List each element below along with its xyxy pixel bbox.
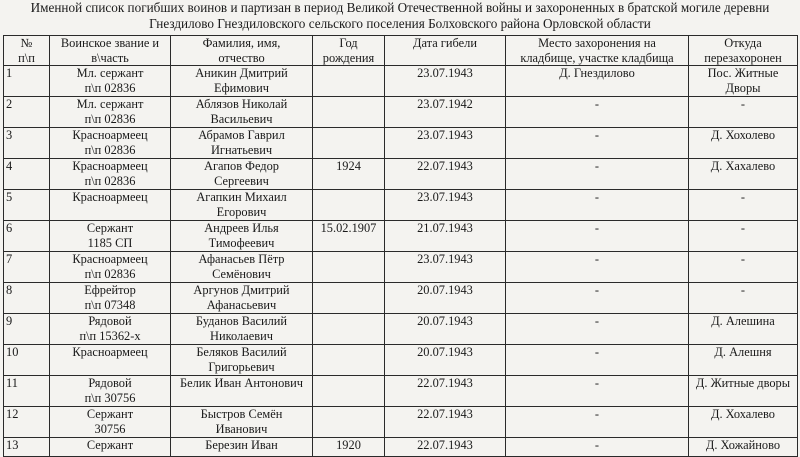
cell-birth-year: 15.02.1907 (313, 221, 385, 252)
cell-rank-unit: Мл. сержант п\п 02836 (50, 97, 171, 128)
cell-rank-unit: Красноармеец п\п 02836 (50, 159, 171, 190)
cell-death-date: 23.07.1943 (385, 66, 506, 97)
cell-death-date: 22.07.1943 (385, 407, 506, 438)
cell-birth-year: 1924 (313, 159, 385, 190)
cell-rank-unit: Сержант (50, 438, 171, 457)
cell-burial-place: - (506, 376, 689, 407)
cell-number: 12 (4, 407, 50, 438)
cell-number: 8 (4, 283, 50, 314)
header-burial-place: Место захоронения на кладбище, участке кладбища (506, 36, 689, 66)
cell-rank-unit: Ефрейтор п\п 07348 (50, 283, 171, 314)
cell-death-date: 23.07.1943 (385, 190, 506, 221)
table-row (4, 345, 798, 376)
cell-burial-place: - (506, 407, 689, 438)
table-row (4, 376, 798, 407)
cell-reburied-from: - (689, 283, 798, 314)
table-row (4, 66, 798, 97)
cell-death-date: 21.07.1943 (385, 221, 506, 252)
header-rank-unit: Воинское звание и в\часть (50, 36, 171, 66)
cell-burial-place: Д. Гнездилово (506, 66, 689, 97)
cell-birth-year (313, 66, 385, 97)
cell-birth-year (313, 376, 385, 407)
cell-reburied-from: - (689, 252, 798, 283)
cell-full-name: Афанасьев Пётр Семёнович (171, 252, 313, 283)
cell-reburied-from: Д. Житные дворы (689, 376, 798, 407)
cell-death-date: 23.07.1943 (385, 128, 506, 159)
cell-reburied-from: Пос. Житные Дворы (689, 66, 798, 97)
cell-death-date: 20.07.1943 (385, 283, 506, 314)
table-row (4, 159, 798, 190)
cell-full-name: Аргунов Дмитрий Афанасьевич (171, 283, 313, 314)
cell-full-name: Буданов Василий Николаевич (171, 314, 313, 345)
table-row (4, 190, 798, 221)
cell-full-name: Агапов Федор Сергеевич (171, 159, 313, 190)
cell-birth-year (313, 128, 385, 159)
cell-full-name: Беляков Василий Григорьевич (171, 345, 313, 376)
title-line-1: Именной список погибших воинов и партизан в период Великой Отечественной войны и захороненных в братской могиле деревни (30, 0, 770, 15)
cell-full-name: Белик Иван Антонович (171, 376, 313, 407)
cell-birth-year (313, 97, 385, 128)
table-body (4, 66, 798, 457)
cell-birth-year (313, 190, 385, 221)
cell-birth-year: 1920 (313, 438, 385, 457)
cell-full-name: Андреев Илья Тимофеевич (171, 221, 313, 252)
cell-death-date: 22.07.1943 (385, 438, 506, 457)
cell-burial-place: - (506, 314, 689, 345)
cell-number: 13 (4, 438, 50, 457)
cell-reburied-from: Д. Алешина (689, 314, 798, 345)
header-birth-year: Год рождения (313, 36, 385, 66)
title-line-2: Гнездилово Гнездиловского сельского поселения Болховского района Орловской области (149, 16, 651, 31)
cell-death-date: 22.07.1943 (385, 159, 506, 190)
cell-death-date: 20.07.1943 (385, 345, 506, 376)
cell-full-name: Абрамов Гаврил Игнатьевич (171, 128, 313, 159)
header-death-date: Дата гибели (385, 36, 506, 66)
cell-reburied-from: Д. Хохалево (689, 407, 798, 438)
cell-number: 4 (4, 159, 50, 190)
cell-burial-place: - (506, 190, 689, 221)
cell-burial-place: - (506, 438, 689, 457)
cell-rank-unit: Красноармеец (50, 345, 171, 376)
cell-full-name: Аникин Дмитрий Ефимович (171, 66, 313, 97)
cell-rank-unit: Красноармеец (50, 190, 171, 221)
cell-rank-unit: Сержант 30756 (50, 407, 171, 438)
cell-burial-place: - (506, 159, 689, 190)
cell-birth-year (313, 252, 385, 283)
cell-burial-place: - (506, 128, 689, 159)
cell-full-name: Агапкин Михаил Егорович (171, 190, 313, 221)
cell-reburied-from: Д. Хохолево (689, 128, 798, 159)
cell-reburied-from: Д. Хожайново (689, 438, 798, 457)
header-number: № п\п (4, 36, 50, 66)
table-row (4, 97, 798, 128)
table-row (4, 407, 798, 438)
cell-number: 10 (4, 345, 50, 376)
cell-rank-unit: Рядовой п\п 30756 (50, 376, 171, 407)
cell-rank-unit: Рядовой п\п 15362-х (50, 314, 171, 345)
table-row (4, 128, 798, 159)
cell-birth-year (313, 314, 385, 345)
header-reburied-from: Откуда перезахоронен (689, 36, 798, 66)
cell-death-date: 23.07.1942 (385, 97, 506, 128)
cell-rank-unit: Сержант 1185 СП (50, 221, 171, 252)
burial-list-table (3, 35, 798, 457)
cell-reburied-from: - (689, 97, 798, 128)
cell-birth-year (313, 283, 385, 314)
cell-death-date: 22.07.1943 (385, 376, 506, 407)
cell-death-date: 23.07.1943 (385, 252, 506, 283)
cell-burial-place: - (506, 97, 689, 128)
header-full-name: Фамилия, имя, отчество (171, 36, 313, 66)
cell-rank-unit: Мл. сержант п\п 02836 (50, 66, 171, 97)
table-row (4, 221, 798, 252)
cell-burial-place: - (506, 252, 689, 283)
table-row (4, 314, 798, 345)
cell-number: 11 (4, 376, 50, 407)
cell-number: 2 (4, 97, 50, 128)
cell-reburied-from: - (689, 190, 798, 221)
cell-burial-place: - (506, 345, 689, 376)
cell-reburied-from: Д. Алешня (689, 345, 798, 376)
cell-burial-place: - (506, 221, 689, 252)
table-row (4, 438, 798, 457)
cell-number: 5 (4, 190, 50, 221)
cell-rank-unit: Красноармеец п\п 02836 (50, 128, 171, 159)
cell-number: 9 (4, 314, 50, 345)
cell-number: 6 (4, 221, 50, 252)
table-row (4, 252, 798, 283)
cell-death-date: 20.07.1943 (385, 314, 506, 345)
cell-birth-year (313, 407, 385, 438)
table-row (4, 283, 798, 314)
cell-burial-place: - (506, 283, 689, 314)
cell-full-name: Быстров Семён Иванович (171, 407, 313, 438)
cell-reburied-from: Д. Хахалево (689, 159, 798, 190)
cell-birth-year (313, 345, 385, 376)
table-header-row (4, 36, 798, 66)
cell-number: 1 (4, 66, 50, 97)
cell-full-name: Аблязов Николай Васильевич (171, 97, 313, 128)
cell-number: 3 (4, 128, 50, 159)
cell-reburied-from: - (689, 221, 798, 252)
cell-rank-unit: Красноармеец п\п 02836 (50, 252, 171, 283)
cell-number: 7 (4, 252, 50, 283)
document-title (0, 0, 800, 32)
cell-full-name: Березин Иван (171, 438, 313, 457)
